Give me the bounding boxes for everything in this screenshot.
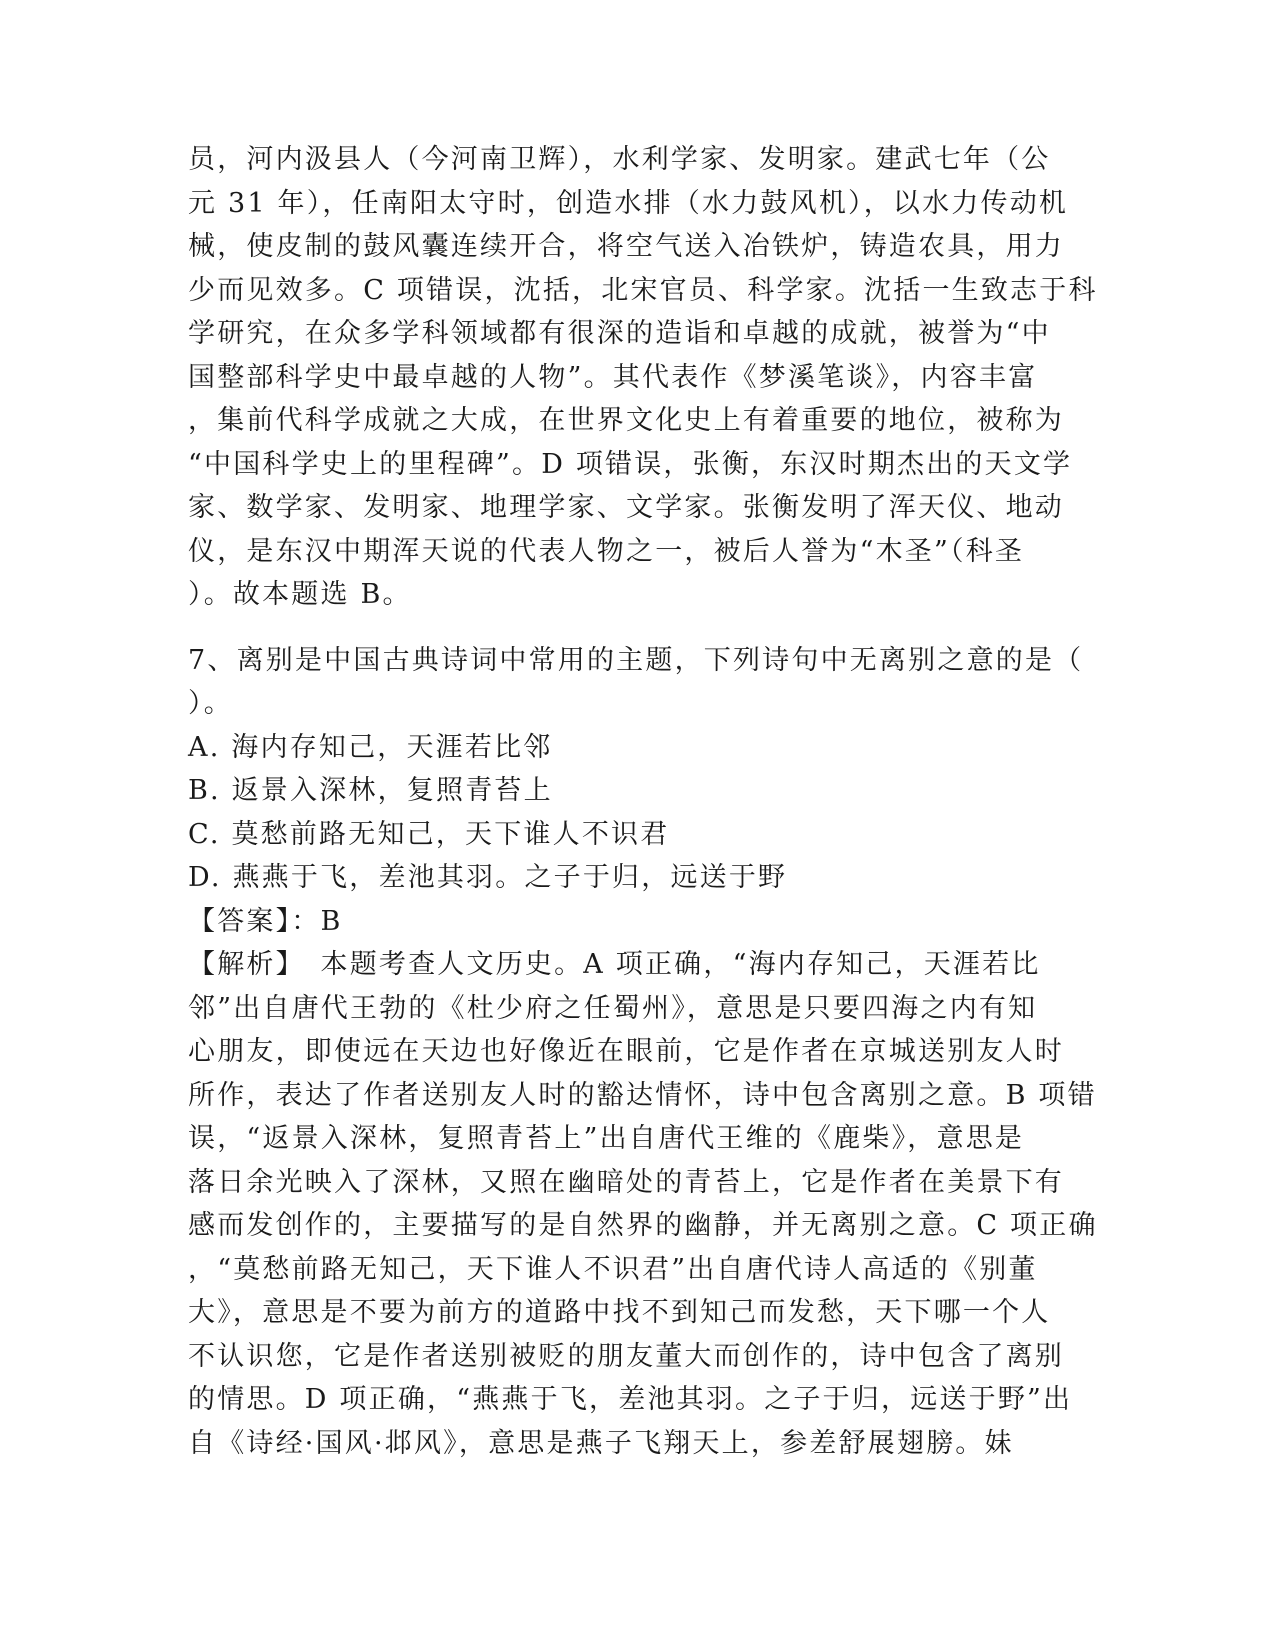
text-line: 家、数学家、发明家、地理学家、文学家。张衡发明了浑天仪、地动	[188, 492, 1064, 523]
document-page	[188, 138, 1098, 1465]
text-line: 7、离别是中国古典诗词中常用的主题，下列诗句中无离别之意的是（	[188, 644, 1084, 676]
text-line: 仪，是东汉中期浑天说的代表人物之一，被后人誉为“木圣”（科圣	[188, 535, 1025, 567]
question-options	[188, 726, 1078, 900]
text-line: 少而见效多。C 项错误，沈括，北宋官员、科学家。沈括一生致志于科	[188, 274, 1098, 306]
text-line: 所作，表达了作者送别友人时的豁达情怀，诗中包含离别之意。B 项错	[188, 1079, 1097, 1111]
answer-line: 【答案】：B	[188, 905, 343, 937]
text-line: 的情思。D 项正确，“燕燕于飞，差池其羽。之子于归，远送于野”出	[188, 1384, 1073, 1415]
question-stem	[188, 639, 1084, 726]
text-line: 不认识您，它是作者送别被贬的朋友董大而创作的，诗中包含了离别	[188, 1340, 1064, 1372]
text-line: 学研究，在众多学科领域都有很深的造诣和卓越的成就，被誉为“中	[188, 318, 1051, 349]
paragraph-gap	[188, 617, 1078, 639]
option-c: C. 莫愁前路无知己，天下谁人不识君	[188, 818, 670, 850]
explanation-6	[188, 138, 1098, 617]
text-line: ，集前代科学成就之大成，在世界文化史上有着重要的地位，被称为	[188, 405, 1064, 436]
text-line: 落日余光映入了深林，又照在幽暗处的青苔上，它是作者在美景下有	[188, 1166, 1064, 1198]
text-line: 元 31 年），任南阳太守时，创造水排（水力鼓风机），以水力传动机	[188, 187, 1069, 219]
option-d: D. 燕燕于飞，差池其羽。之子于归，远送于野	[188, 862, 788, 893]
option-a: A. 海内存知己，天涯若比邻	[188, 731, 553, 763]
text-line: 邻”出自唐代王勃的《杜少府之任蜀州》，意思是只要四海之内有知	[188, 992, 1038, 1024]
text-line: 械，使皮制的鼓风囊连续开合，将空气送入冶铁炉，铸造农具，用力	[188, 231, 1064, 262]
text-line: 国整部科学史中最卓越的人物”。其代表作《梦溪笔谈》，内容丰富	[188, 361, 1038, 393]
text-line: 大》，意思是不要为前方的道路中找不到知己而发愁，天下哪一个人	[188, 1297, 1051, 1328]
text-line: ）。	[188, 688, 233, 719]
text-line: 自《诗经·国风·邶风》，意思是燕子飞翔天上，参差舒展翅膀。妹	[188, 1427, 1014, 1459]
text-line: 心朋友，即使远在天边也好像近在眼前，它是作者在京城送别友人时	[188, 1036, 1064, 1067]
text-line: “中国科学史上的里程碑”。D 项错误，张衡，东汉时期杰出的天文学	[188, 448, 1073, 480]
analysis	[188, 943, 1098, 1465]
text-line: ，“莫愁前路无知己，天下谁人不识君”出自唐代诗人高适的《别董	[188, 1253, 1038, 1285]
text-line: 误，“返景入深林，复照青苔上”出自唐代王维的《鹿柴》，意思是	[188, 1123, 1025, 1154]
text-line: 员，河内汲县人（今河南卫辉），水利学家、发明家。建武七年（公	[188, 144, 1051, 175]
text-line: 感而发创作的，主要描写的是自然界的幽静，并无离别之意。C 项正确	[188, 1210, 1098, 1241]
text-line: ）。故本题选 B。	[188, 579, 412, 610]
option-b: B. 返景入深林，复照青苔上	[188, 775, 553, 806]
text-line: 【解析】 本题考查人文历史。A 项正确，“海内存知己，天涯若比	[188, 949, 1041, 980]
question-7	[188, 639, 1098, 1466]
